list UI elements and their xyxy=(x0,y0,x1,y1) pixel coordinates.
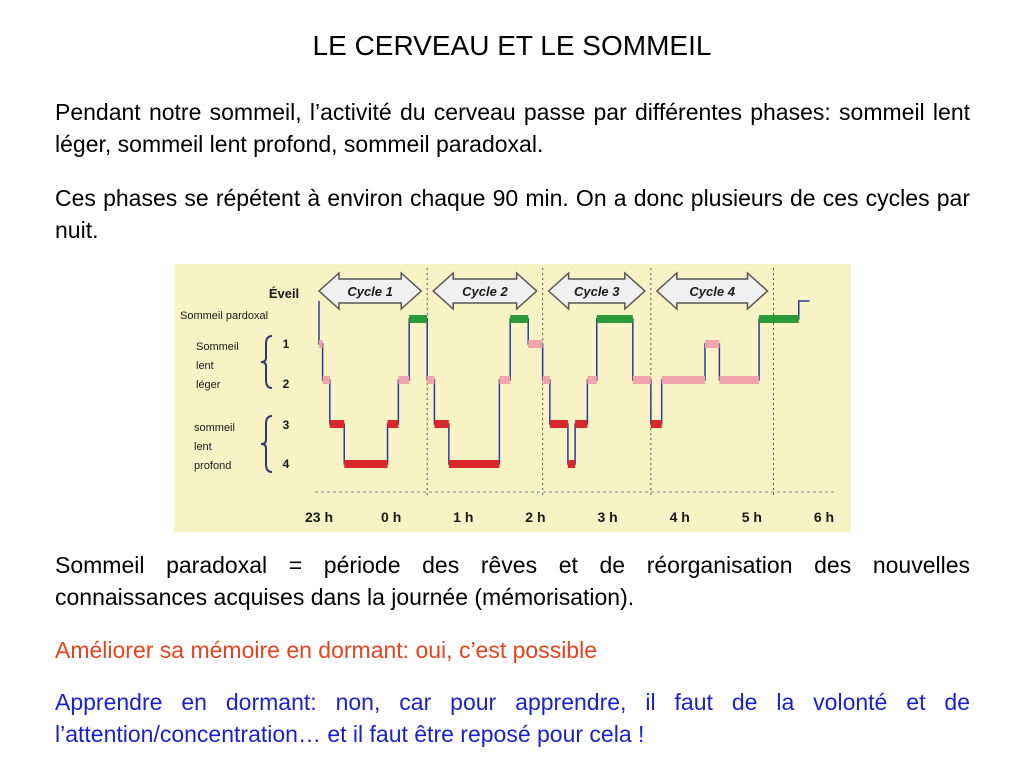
hypnogram-segment-22 xyxy=(662,376,673,384)
level-label-1: 1 xyxy=(282,337,290,351)
hypnogram-segment-3 xyxy=(330,420,344,428)
cycle-label-3: Cycle 3 xyxy=(573,284,620,299)
x-tick-label-8: 6 h xyxy=(813,509,835,525)
level-label-3: 3 xyxy=(282,418,290,432)
hypnogram-segment-21 xyxy=(651,420,662,428)
group-label-2-line-1: sommeil xyxy=(194,422,235,434)
group-label-1-line-2: lent xyxy=(196,360,214,372)
cycle-label-4: Cycle 4 xyxy=(689,284,735,299)
level-label-paradoxal: Sommeil pardoxal xyxy=(180,310,269,322)
hypnogram-segment-16 xyxy=(568,460,575,468)
hypnogram-segment-24 xyxy=(705,340,719,348)
paragraph-cycles: Ces phases se répétent à environ chaque 90 min. On a donc plusieurs de ces cycles par nuit. xyxy=(55,185,970,243)
paragraph-memory-highlight: Améliorer sa mémoire en dormant: oui, c’est possible xyxy=(55,637,598,663)
paragraph-paradoxal: Sommeil paradoxal = période des rêves et de réorganisation des nouvelles connaissances acquises dans la journée (mémorisation). xyxy=(55,552,970,610)
hypnogram-segment-19 xyxy=(597,315,633,323)
hypnogram-segment-11 xyxy=(499,376,510,384)
level-label-eveil: Éveil xyxy=(268,286,300,301)
hypnogram-segment-2 xyxy=(323,376,330,384)
hypnogram-segment-26 xyxy=(759,315,799,323)
hypnogram-segment-5 xyxy=(388,420,399,428)
hypnogram-segment-23 xyxy=(673,376,705,384)
x-tick-label-7: 5 h xyxy=(741,509,762,525)
hypnogram-segment-17 xyxy=(575,420,587,428)
cycle-label-1: Cycle 1 xyxy=(347,284,393,299)
group-label-2-line-3: profond xyxy=(194,460,232,472)
x-tick-label-2: 0 h xyxy=(381,509,402,525)
hypnogram-segment-4 xyxy=(344,460,387,468)
level-label-2: 2 xyxy=(282,377,290,391)
hypnogram-segment-25 xyxy=(719,376,759,384)
hypnogram-segment-1 xyxy=(319,340,323,348)
x-tick-label-4: 2 h xyxy=(525,509,546,525)
paragraph-learning-emphasis: Apprendre en dormant: non, car pour apprendre, il faut de la volonté et de l’attention/concentration… et il faut être reposé pour cela ! xyxy=(55,689,970,747)
hypnogram-segment-10 xyxy=(449,460,500,468)
group-label-1-line-1: Sommeil xyxy=(196,341,239,353)
cycle-label-2: Cycle 2 xyxy=(462,284,508,299)
hypnogram-segment-20 xyxy=(633,376,651,384)
x-tick-label-5: 3 h xyxy=(597,509,618,525)
hypnogram-segment-6 xyxy=(398,376,409,384)
slide-title: LE CERVEAU ET LE SOMMEIL xyxy=(312,30,712,61)
hypnogram-chart xyxy=(174,264,851,532)
paragraph-sleep-phases: Pendant notre sommeil, l’activité du cerveau passe par différentes phases: sommeil lent léger, sommeil lent profond, sommeil paradoxal. xyxy=(55,99,970,157)
hypnogram-segment-18 xyxy=(587,376,596,384)
x-tick-label-3: 1 h xyxy=(453,509,474,525)
level-label-4: 4 xyxy=(282,457,290,471)
hypnogram-segment-9 xyxy=(434,420,448,428)
x-tick-label-6: 4 h xyxy=(669,509,690,525)
x-tick-label-1: 23 h xyxy=(304,509,334,525)
hypnogram-segment-7 xyxy=(409,315,427,323)
group-label-1-line-3: léger xyxy=(196,379,221,391)
hypnogram-segment-13 xyxy=(528,340,542,348)
hypnogram-segment-12 xyxy=(510,315,528,323)
hypnogram-segment-8 xyxy=(427,376,434,384)
hypnogram-segment-15 xyxy=(550,420,568,428)
hypnogram-segment-14 xyxy=(543,376,550,384)
hypnogram-figure xyxy=(174,264,851,532)
group-label-2-line-2: lent xyxy=(194,441,212,453)
